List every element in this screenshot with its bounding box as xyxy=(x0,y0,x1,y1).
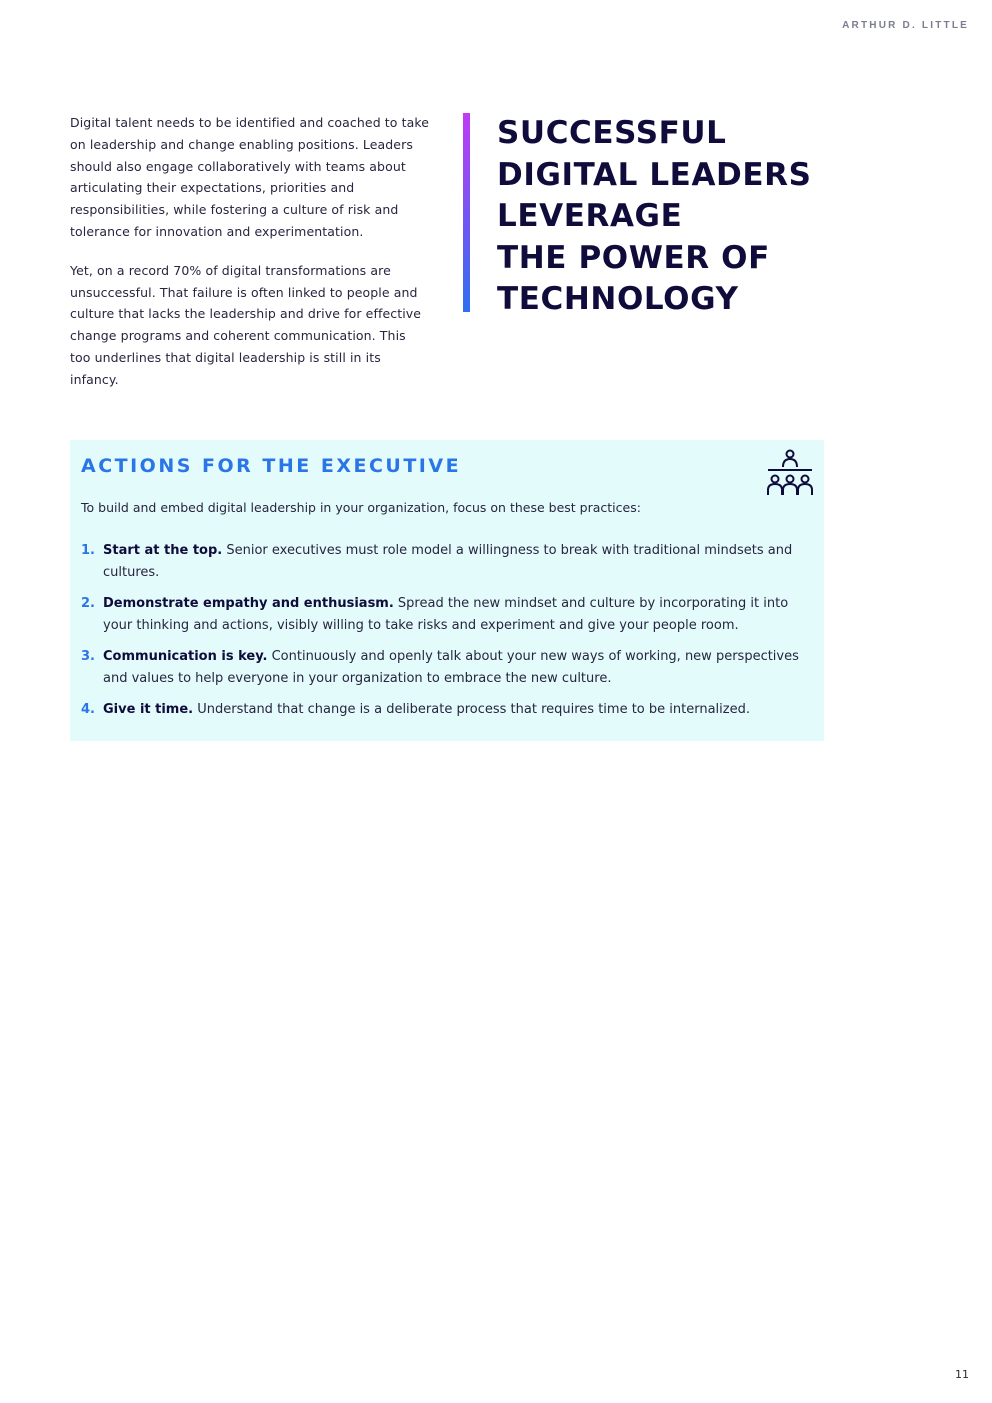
executive-actions-box xyxy=(70,440,824,741)
org-hierarchy-icon xyxy=(767,449,813,499)
list-item-number: 2. xyxy=(81,596,95,611)
list-item-lead: Give it time. xyxy=(103,702,194,717)
list-item xyxy=(81,540,801,584)
list-item-number: 3. xyxy=(81,649,95,664)
pull-quote-line: SUCCESSFUL xyxy=(497,115,727,151)
page-number: 11 xyxy=(955,1368,969,1381)
list-item-number: 4. xyxy=(81,702,95,717)
list-item-text: Spread the new mindset and culture by incorporating it into your thinking and actions, visibly willing to take risks and experiment and give your people room. xyxy=(103,596,789,633)
list-item xyxy=(81,646,801,690)
list-item-lead: Communication is key. xyxy=(103,649,268,664)
list-item-text: Understand that change is a deliberate process that requires time to be internalized. xyxy=(193,702,750,717)
executive-actions-title: ACTIONS FOR THE EXECUTIVE xyxy=(81,455,462,477)
pull-quote-line: DIGITAL LEADERS xyxy=(497,156,812,193)
body-paragraph: Digital talent needs to be identified and coached to take on leadership and change enabling positions. Leaders should also engage collaboratively with teams about articulating their expectations, priorities and responsibilities, while fostering a culture of risk and tolerance for innovation and experimentation. xyxy=(70,115,430,239)
list-item-lead: Start at the top. xyxy=(103,543,223,558)
list-item xyxy=(81,699,801,721)
list-item-text: Continuously and openly talk about your new ways of working, new perspectives and values to help everyone in your organization to embrace the new culture. xyxy=(103,649,799,686)
list-item-text: Senior executives must role model a willingness to break with traditional mindsets and cultures. xyxy=(103,543,793,580)
body-text-column xyxy=(70,112,430,408)
executive-actions-intro: To build and embed digital leadership in your organization, focus on these best practices: xyxy=(81,500,641,515)
list-item xyxy=(81,593,801,637)
pull-quote-line: THE POWER OF xyxy=(497,239,770,276)
list-item-lead: Demonstrate empathy and enthusiasm. xyxy=(103,596,394,611)
pull-quote-line: LEVERAGE xyxy=(497,198,683,234)
quote-accent-bar xyxy=(463,113,470,312)
executive-actions-list xyxy=(81,540,801,730)
brand-header: ARTHUR D. LITTLE xyxy=(842,20,969,31)
pull-quote-line: TECHNOLOGY xyxy=(497,281,739,317)
body-paragraph: Yet, on a record 70% of digital transformations are unsuccessful. That failure is often linked to people and culture that lacks the leadership and drive for effective change programs and coherent communication. This too underlines that digital leadership is still in its infancy. xyxy=(70,262,422,387)
list-item-number: 1. xyxy=(81,543,95,558)
pull-quote xyxy=(497,113,837,321)
